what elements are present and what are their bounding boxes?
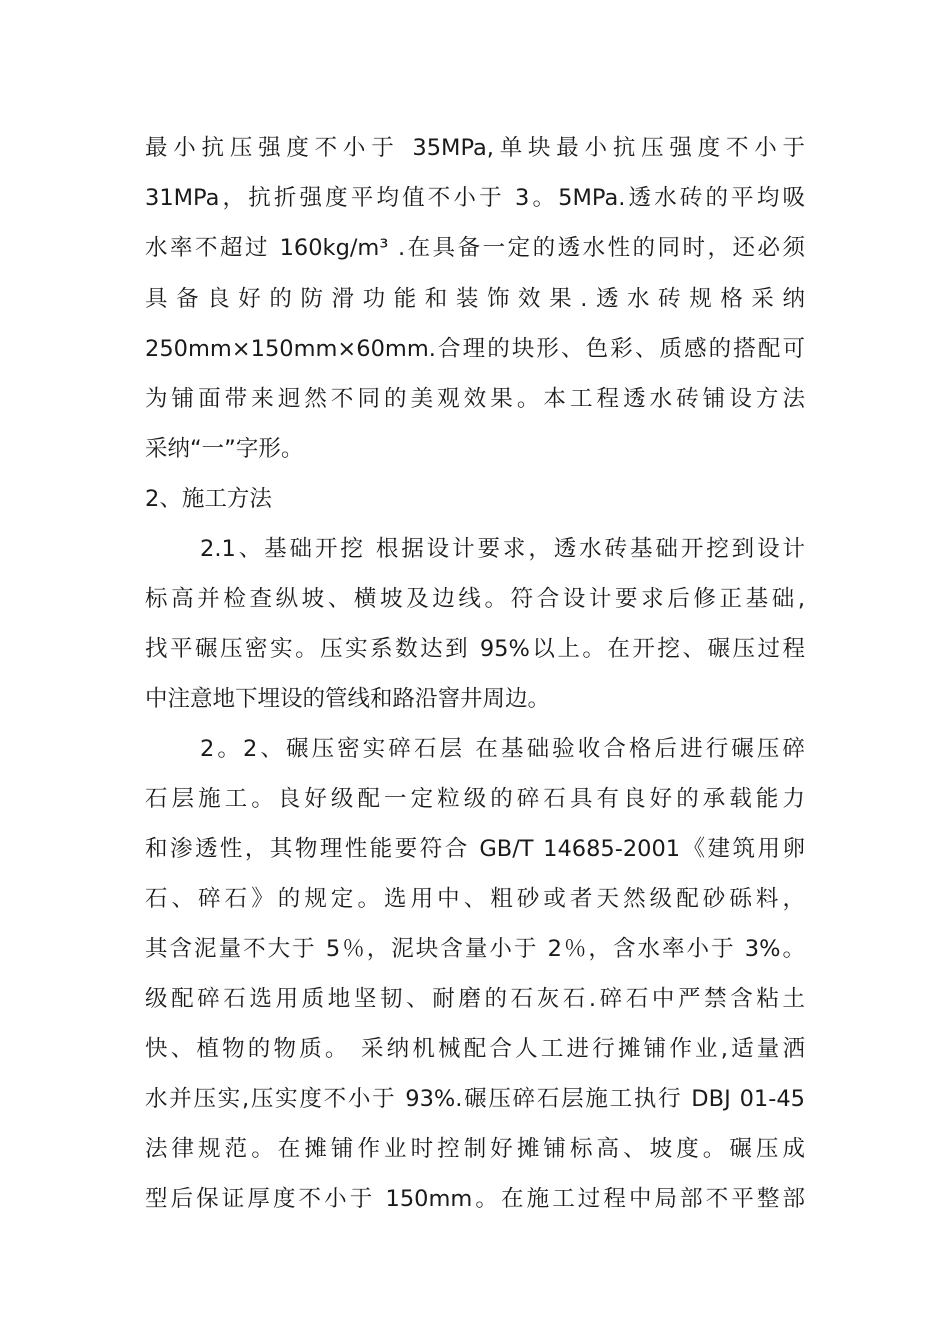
- paragraph-line: 采纳“一”字形。: [145, 436, 304, 462]
- paragraph-line: 水并压实,压实度不小于 93%.碾压碎石层施工执行 DBJ 01-45: [145, 1086, 805, 1112]
- paragraph-line: 快、植物的物质。 采纳机械配合人工进行摊铺作业,适量洒: [145, 1036, 805, 1062]
- paragraph-line: 具备良好的防滑功能和装饰效果.透水砖规格采纳: [145, 286, 805, 312]
- paragraph-line: 为铺面带来迥然不同的美观效果。本工程透水砖铺设方法: [145, 386, 805, 412]
- subsection-heading-line: 2。2、碾压密实碎石层 在基础验收合格后进行碾压碎: [200, 736, 805, 762]
- paragraph-line: 级配碎石选用质地坚韧、耐磨的石灰石.碎石中严禁含粘土: [145, 986, 805, 1012]
- paragraph-line: 型后保证厚度不小于 150mm。在施工过程中局部不平整部: [145, 1186, 805, 1212]
- paragraph-line: 最小抗压强度不小于 35MPa,单块最小抗压强度不小于: [145, 135, 805, 161]
- paragraph-line: 石、碎石》的规定。选用中、粗砂或者天然级配砂砾料，: [145, 886, 805, 912]
- paragraph-line: 中注意地下埋设的管线和路沿窨井周边。: [145, 686, 551, 712]
- paragraph-line: 水率不超过 160kg/m³ .在具备一定的透水性的同时，还必须: [145, 235, 805, 261]
- section-heading: 2、施工方法: [145, 486, 272, 512]
- paragraph-line: 标高并检查纵坡、横坡及边线。符合设计要求后修正基础,: [145, 586, 805, 612]
- paragraph-line: 找平碾压密实。压实系数达到 95%以上。在开挖、碾压过程: [145, 636, 805, 662]
- paragraph-line: 250mm×150mm×60mm.合理的块形、色彩、质感的搭配可: [145, 336, 805, 362]
- paragraph-line: 和渗透性，其物理性能要符合 GB/T 14685-2001《建筑用卵: [145, 836, 805, 862]
- paragraph-line: 石层施工。良好级配一定粒级的碎石具有良好的承载能力: [145, 786, 805, 812]
- subsection-heading-line: 2.1、基础开挖 根据设计要求，透水砖基础开挖到设计: [200, 536, 805, 562]
- paragraph-line: 其含泥量不大于 5％，泥块含量小于 2％，含水率小于 3%。: [145, 936, 805, 962]
- paragraph-line: 法律规范。在摊铺作业时控制好摊铺标高、坡度。碾压成: [145, 1136, 805, 1162]
- paragraph-line: 31MPa，抗折强度平均值不小于 3。5MPa.透水砖的平均吸: [145, 185, 805, 211]
